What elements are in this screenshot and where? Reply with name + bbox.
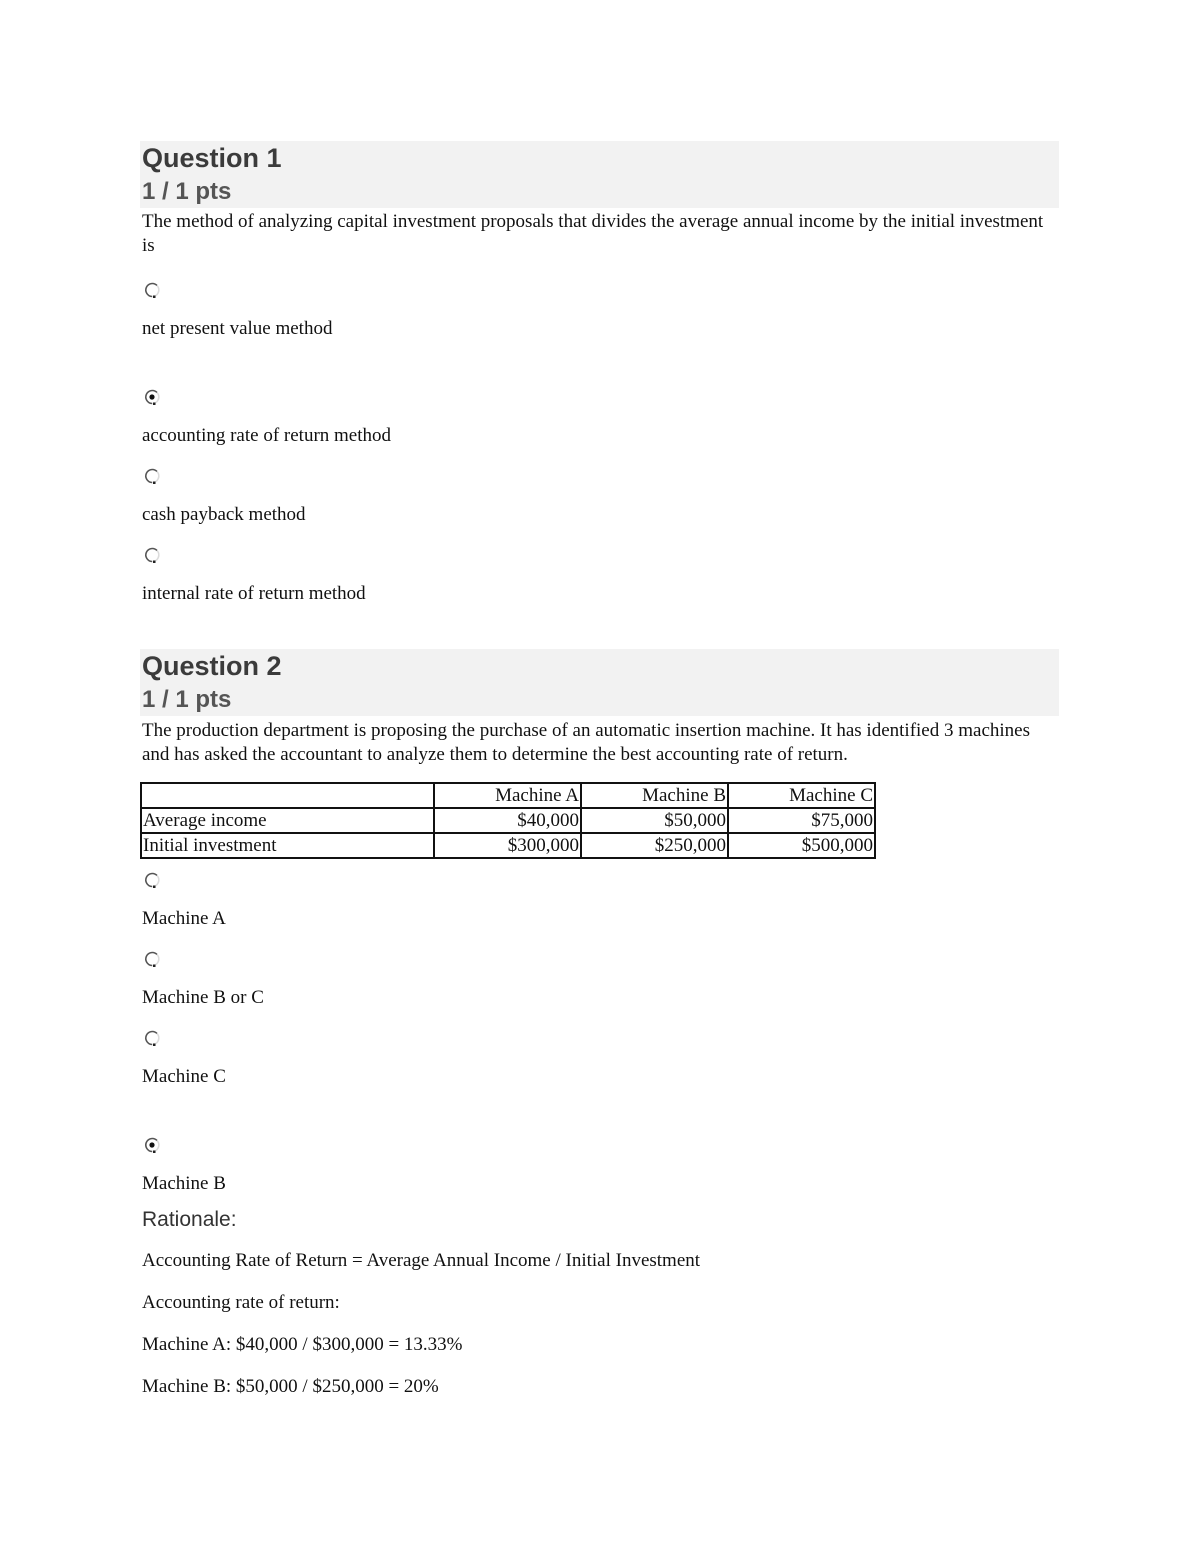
- table-row: [141, 833, 875, 858]
- question-1-points: 1 / 1 pts: [142, 178, 232, 205]
- table-cell: Initial investment: [141, 833, 434, 858]
- question-1-text: The method of analyzing capital investment proposals that divides the average annual income by the initial investment is: [142, 211, 1044, 256]
- q1-option-1-label: net present value method: [142, 318, 333, 339]
- table-header-cell: Machine C: [728, 783, 875, 808]
- rationale-heading: Rationale:: [142, 1208, 237, 1231]
- radio-checked-icon: [144, 1137, 160, 1153]
- radio-q2-option-1[interactable]: [144, 872, 160, 888]
- question-2-title: Question 2: [142, 651, 282, 681]
- radio-unchecked-icon: [144, 282, 160, 298]
- radio-checked-icon: [144, 389, 160, 405]
- q2-option-3-label: Machine C: [142, 1066, 226, 1087]
- q2-option-2-label: Machine B or C: [142, 987, 264, 1008]
- radio-q1-option-2[interactable]: [144, 389, 160, 405]
- rationale-line: Machine B: $50,000 / $250,000 = 20%: [142, 1376, 439, 1397]
- radio-q1-option-3[interactable]: [144, 468, 160, 484]
- table-cell: $250,000: [581, 833, 728, 858]
- q2-option-4-label: Machine B: [142, 1173, 226, 1194]
- q1-option-3-label: cash payback method: [142, 504, 306, 525]
- rationale-line: Accounting Rate of Return = Average Annual Income / Initial Investment: [142, 1250, 701, 1271]
- radio-unchecked-icon: [144, 872, 160, 888]
- radio-q2-option-4[interactable]: [144, 1137, 160, 1153]
- radio-q1-option-1[interactable]: [144, 282, 160, 298]
- radio-q2-option-3[interactable]: [144, 1030, 160, 1046]
- table-cell: $500,000: [728, 833, 875, 858]
- rationale-line: Accounting rate of return:: [142, 1292, 340, 1313]
- question-1-header: [140, 141, 1059, 208]
- radio-q2-option-2[interactable]: [144, 951, 160, 967]
- table-cell: $50,000: [581, 808, 728, 833]
- question-1-title: Question 1: [142, 143, 282, 173]
- radio-unchecked-icon: [144, 951, 160, 967]
- table-row: [141, 808, 875, 833]
- question-2-header: [140, 649, 1059, 716]
- machine-comparison-table: [140, 782, 876, 859]
- q1-option-4-label: internal rate of return method: [142, 583, 366, 604]
- table-header-row: [141, 783, 875, 808]
- radio-unchecked-icon: [144, 547, 160, 563]
- question-2-points: 1 / 1 pts: [142, 686, 232, 713]
- radio-q1-option-4[interactable]: [144, 547, 160, 563]
- question-2-text: The production department is proposing the purchase of an automatic insertion machine. It has identified 3 machines and has asked the accountant to analyze them to determine the best accounting rate of return.: [142, 720, 1030, 765]
- q1-option-2-label: accounting rate of return method: [142, 425, 392, 446]
- radio-unchecked-icon: [144, 1030, 160, 1046]
- table-header-cell: Machine A: [434, 783, 581, 808]
- table-cell: $300,000: [434, 833, 581, 858]
- table-cell: $40,000: [434, 808, 581, 833]
- radio-unchecked-icon: [144, 468, 160, 484]
- q2-option-1-label: Machine A: [142, 908, 226, 929]
- table-header-cell: Machine B: [581, 783, 728, 808]
- rationale-line: Machine A: $40,000 / $300,000 = 13.33%: [142, 1334, 463, 1355]
- table-cell: $75,000: [728, 808, 875, 833]
- table-cell: Average income: [141, 808, 434, 833]
- table-header-cell: [141, 783, 434, 808]
